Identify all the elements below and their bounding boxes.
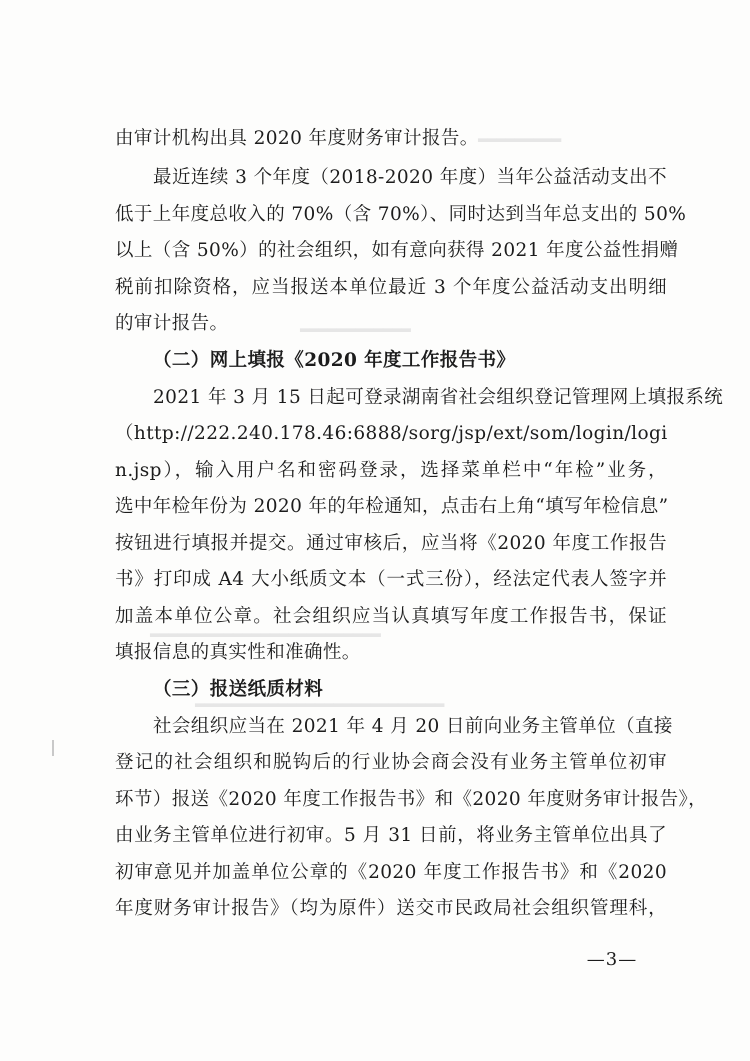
paragraph-line: 由审计机构出具 2020 年度财务审计报告。 (115, 128, 479, 149)
section-heading: （三）报送纸质材料 (153, 679, 324, 700)
margin-scan-mark (52, 740, 54, 756)
bleed-through-mark: ▂▂▂▂▂▂▂▂▂▂▂▂▂▂▂▂▂▂▂▂▂▂▂▂▂▂▂ (195, 693, 445, 707)
bleed-through-mark: ▂▂▂▂▂▂▂▂▂ (478, 128, 562, 142)
paragraph-line: 登记的社会组织和脱钩后的行业协会商会没有业务主管单位初审 (115, 752, 667, 773)
paragraph-line: 由业务主管单位进行初审。5 月 31 日前，将业务主管单位出具了 (115, 825, 667, 846)
paragraph-line: 税前扣除资格，应当报送本单位最近 3 个年度公益活动支出明细 (115, 277, 667, 298)
paragraph-line: 选中年检年份为 2020 年的年检通知，点击右上角“填写年检信息” (115, 496, 669, 517)
paragraph-line: 初审意见并加盖单位公章的《2020 年度工作报告书》和《2020 (115, 862, 667, 883)
bleed-through-mark: ▂▂▂▂▂▂▂▂▂▂▂▂▂▂▂▂▂▂▂▂▂▂▂▂▂ (150, 623, 381, 637)
paragraph-line: 的审计报告。 (115, 313, 229, 334)
paragraph-line: 年度财务审计报告》（均为原件）送交市民政局社会组织管理科， (115, 898, 667, 919)
paragraph-line: 加盖本单位公章。社会组织应当认真填写年度工作报告书，保证 (115, 606, 667, 627)
paragraph-line: 环节）报送《2020 年度工作报告书》和《2020 年度财务审计报告》， (115, 789, 708, 810)
page-number: —3— (586, 949, 638, 970)
paragraph-line: 以上（含 50%）的社会组织，如有意向获得 2021 年度公益性捐赠 (115, 240, 679, 261)
paragraph-line: 按钮进行填报并提交。通过审核后，应当将《2020 年度工作报告 (115, 533, 667, 554)
section-heading: （二）网上填报《2020 年度工作报告书》 (153, 350, 516, 371)
paragraph-line: n.jsp），输入用户名和密码登录，选择菜单栏中“年检”业务， (115, 460, 667, 481)
url-line: （http://222.240.178.46:6888/sorg/jsp/ext/som/login/logi (115, 423, 668, 444)
paragraph-line: 书》打印成 A4 大小纸质文本（一式三份），经法定代表人签字并 (115, 569, 667, 590)
bleed-through-mark: ▂▂▂▂▂▂▂▂▂▂▂▂ (300, 318, 411, 332)
paragraph-line: 最近连续 3 个年度（2018-2020 年度）当年公益活动支出不 (153, 167, 667, 188)
paragraph-line: 社会组织应当在 2021 年 4 月 20 日前向业务主管单位（直接 (153, 716, 673, 737)
paragraph-line: 2021 年 3 月 15 日起可登录湖南省社会组织登记管理网上填报系统 (153, 387, 724, 408)
paragraph-line: 填报信息的真实性和准确性。 (115, 642, 361, 663)
paragraph-line: 低于上年度总收入的 70%（含 70%）、同时达到当年总支出的 50% (115, 204, 687, 225)
